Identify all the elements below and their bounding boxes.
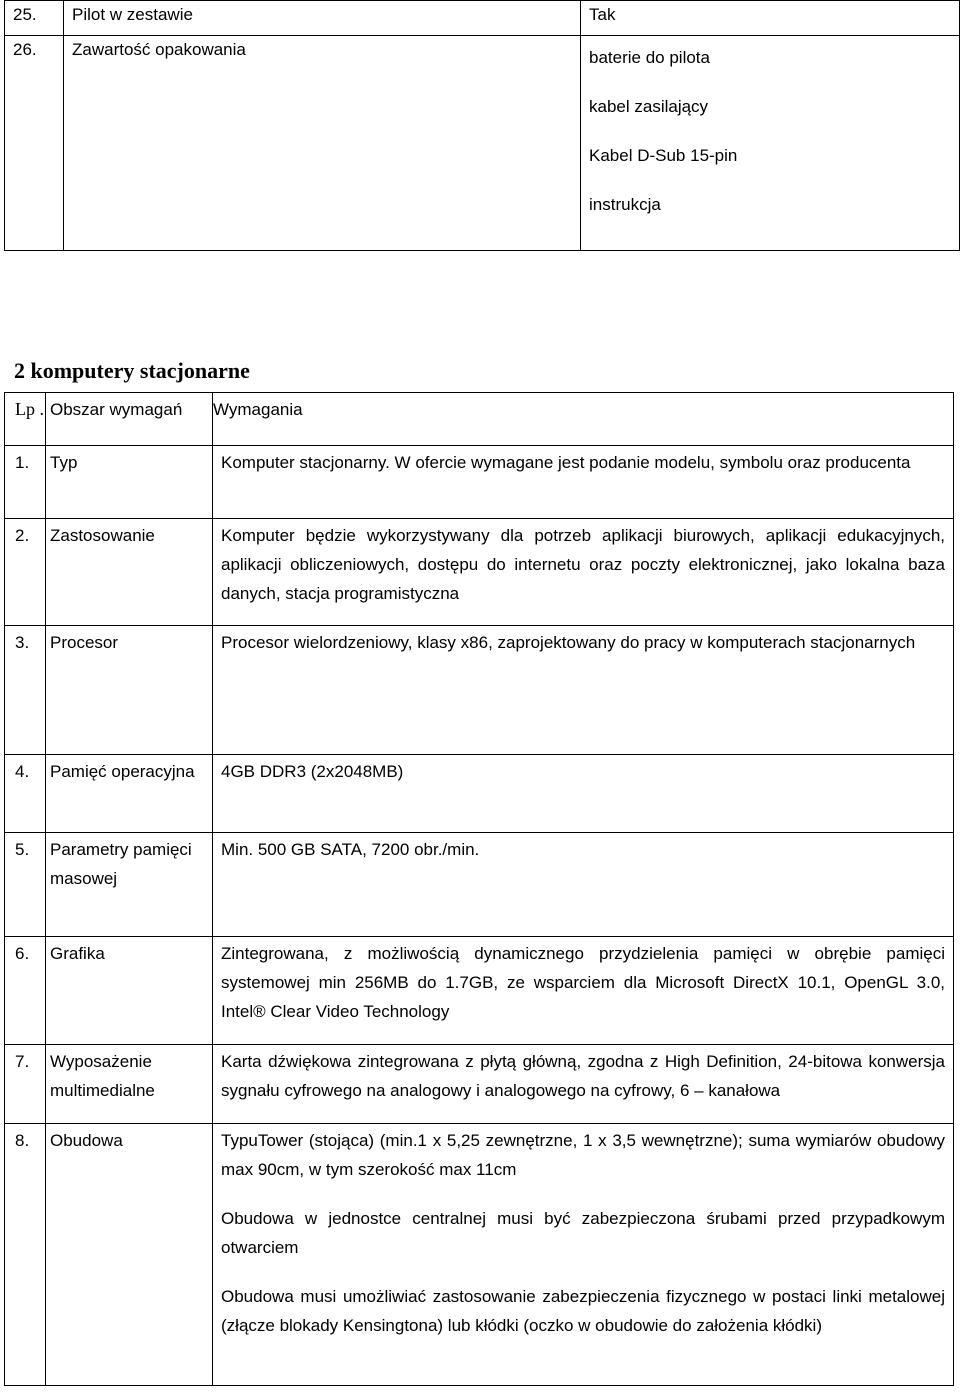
row-number: 4. bbox=[5, 755, 46, 833]
row-requirement bbox=[213, 626, 954, 755]
row-number: 25. bbox=[5, 1, 64, 36]
row-area: Typ bbox=[46, 446, 213, 519]
requirement-text: Obudowa w jednostce centralnej musi być zabezpieczona śrubami przed przypadkowym otwarciem bbox=[221, 1209, 945, 1257]
row-label: Zawartość opakowania bbox=[64, 36, 581, 251]
row-number: 5. bbox=[5, 833, 46, 937]
table-row bbox=[5, 1045, 954, 1124]
row-area: Pamięć operacyjna bbox=[46, 755, 213, 833]
row-area: Zastosowanie bbox=[46, 519, 213, 626]
requirement-text: TypuTower (stojąca) (min.1 x 5,25 zewnętrzne, 1 x 3,5 wewnętrzne); suma wymiarów obudowy max 90cm, w tym szerokość max 11cm bbox=[221, 1131, 945, 1179]
header-area: Obszar wymagań bbox=[46, 393, 213, 446]
equipment-table bbox=[4, 0, 960, 251]
row-number: 1. bbox=[5, 446, 46, 519]
row-requirement bbox=[213, 519, 954, 626]
row-value-list bbox=[581, 36, 960, 251]
table-row bbox=[5, 755, 954, 833]
row-area: Parametry pamięci masowej bbox=[46, 833, 213, 937]
requirement-text: 4GB DDR3 (2x2048MB) bbox=[221, 762, 404, 781]
requirement-text: Komputer stacjonarny. W ofercie wymagane jest podanie modelu, symbolu oraz producenta bbox=[221, 453, 911, 472]
requirement-text: Procesor wielordzeniowy, klasy x86, zaprojektowany do pracy w komputerach stacjonarnych bbox=[221, 633, 916, 652]
row-area: Procesor bbox=[46, 626, 213, 755]
table-row bbox=[5, 937, 954, 1045]
list-item: instrukcja bbox=[589, 195, 661, 214]
header-requirements: Wymagania bbox=[213, 393, 954, 446]
table-row bbox=[5, 36, 960, 251]
row-requirement bbox=[213, 833, 954, 937]
row-number: 3. bbox=[5, 626, 46, 755]
row-area: Grafika bbox=[46, 937, 213, 1045]
table-row bbox=[5, 1124, 954, 1386]
row-number: 6. bbox=[5, 937, 46, 1045]
list-item: baterie do pilota bbox=[589, 48, 710, 67]
table-row bbox=[5, 446, 954, 519]
list-item: kabel zasilający bbox=[589, 97, 709, 116]
section-title: 2 komputery stacjonarne bbox=[14, 358, 250, 383]
row-area: Obudowa bbox=[46, 1124, 213, 1386]
row-value: Tak bbox=[581, 1, 960, 36]
row-area: Wyposażenie multimedialne bbox=[46, 1045, 213, 1124]
row-number: 7. bbox=[5, 1045, 46, 1124]
header-row bbox=[5, 393, 954, 446]
list-item: Kabel D-Sub 15-pin bbox=[589, 146, 738, 165]
table-row bbox=[5, 519, 954, 626]
requirements-table bbox=[4, 392, 954, 1386]
table-row bbox=[5, 833, 954, 937]
row-number: 2. bbox=[5, 519, 46, 626]
requirement-text: Zintegrowana, z możliwością dynamicznego przydzielenia pamięci w obrębie pamięci systemowej min 256MB do 1.7GB, ze wsparciem dla Microsoft DirectX 10.1, OpenGL 3.0, Intel® Clear Video Technology bbox=[221, 944, 945, 1021]
table-row bbox=[5, 1, 960, 36]
requirement-text: Obudowa musi umożliwiać zastosowanie zabezpieczenia fizycznego w postaci linki metalowej (złącze blokady Kensingtona) lub kłódki (oczko w obudowie do założenia kłódki) bbox=[221, 1287, 945, 1335]
row-requirement bbox=[213, 755, 954, 833]
row-number: 8. bbox=[5, 1124, 46, 1386]
row-label: Pilot w zestawie bbox=[64, 1, 581, 36]
requirement-text: Min. 500 GB SATA, 7200 obr./min. bbox=[221, 840, 480, 859]
table-row bbox=[5, 626, 954, 755]
row-number: 26. bbox=[5, 36, 64, 251]
requirement-text: Komputer będzie wykorzystywany dla potrzeb aplikacji biurowych, aplikacji edukacyjnych, aplikacji obliczeniowych, dostępu do internetu oraz poczty elektronicznej, jako lokalna baza danych, stacja programistyczna bbox=[221, 526, 945, 603]
requirement-text: Karta dźwiękowa zintegrowana z płytą główną, zgodna z High Definition, 24-bitowa konwersja sygnału cyfrowego na analogowy i analogowego na cyfrowy, 6 – kanałowa bbox=[221, 1052, 945, 1100]
row-requirement bbox=[213, 1124, 954, 1386]
row-requirement bbox=[213, 446, 954, 519]
row-requirement bbox=[213, 937, 954, 1045]
header-lp: Lp . bbox=[5, 393, 46, 446]
row-requirement bbox=[213, 1045, 954, 1124]
